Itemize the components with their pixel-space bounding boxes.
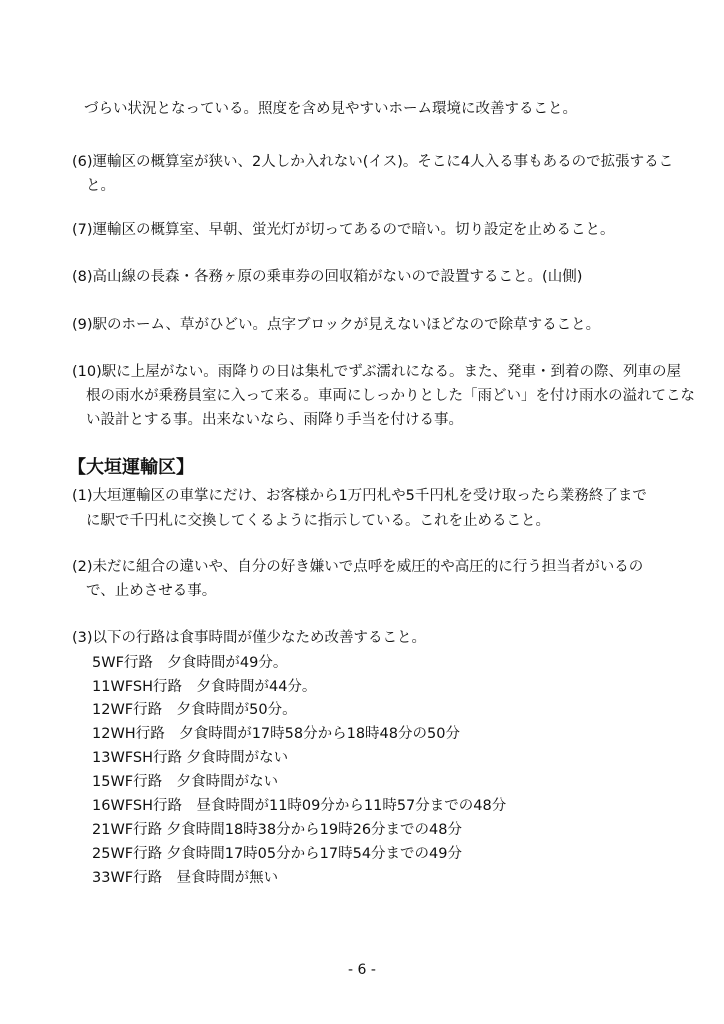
item-6-line-1: (6)運輸区の概算室が狭い、2人しか入れない(イス)。そこに4人入る事もあるので拡張するこ (72, 154, 674, 170)
item-10-line-1: (10)駅に上屋がない。雨降りの日は集札でずぶ濡れになる。また、発車・到着の際、列車の屋 (72, 364, 682, 380)
ogaki-item-1-line-1: (1)大垣運輸区の車掌にだけ、お客様から1万円札や5千円札を受け取ったら業務終了まで (72, 488, 647, 504)
route-line: 12WF行路 夕食時間が50分。 (92, 702, 297, 718)
section-heading: 【大垣運輸区】 (68, 457, 194, 478)
route-line: 13WFSH行路 夕食時間がない (92, 750, 289, 766)
route-line: 5WF行路 夕食時間が49分。 (92, 655, 288, 671)
ogaki-item-3: (3)以下の行路は食事時間が僅少なため改善すること。 (72, 630, 427, 646)
page-number: - 6 - (348, 962, 376, 978)
ogaki-item-1-line-2: に駅で千円札に交換してくるように指示している。これを止めること。 (86, 513, 550, 529)
route-line: 21WF行路 夕食時間18時38分から19時26分までの48分 (92, 822, 462, 838)
route-line: 33WF行路 昼食時間が無い (92, 870, 279, 886)
item-10-line-3: い設計とする事。出来ないなら、雨降り手当を付ける事。 (86, 412, 463, 428)
item-7: (7)運輸区の概算室、早朝、蛍光灯が切ってあるので暗い。切り設定を止めること。 (72, 222, 615, 238)
ogaki-item-2-line-1: (2)未だに組合の違いや、自分の好き嫌いで点呼を威圧的や高圧的に行う担当者がいるの (72, 559, 644, 575)
ogaki-item-2-line-2: で、止めさせる事。 (86, 583, 217, 599)
route-line: 15WF行路 夕食時間がない (92, 774, 279, 790)
route-line: 11WFSH行路 夕食時間が44分。 (92, 679, 317, 695)
item-6-line-2: と。 (86, 178, 115, 194)
route-line: 25WF行路 夕食時間17時05分から17時54分までの49分 (92, 846, 462, 862)
item-10-line-2: 根の雨水が乗務員室に入って来る。車両にしっかりとした「雨どい」を付け雨水の溢れてこな (86, 388, 695, 404)
item-8: (8)高山線の長森・各務ヶ原の乗車券の回収箱がないので設置すること。(山側) (72, 269, 583, 285)
route-line: 12WH行路 夕食時間が17時58分から18時48分の50分 (92, 726, 460, 742)
route-line: 16WFSH行路 昼食時間が11時09分から11時57分までの48分 (92, 798, 507, 814)
item-9: (9)駅のホーム、草がひどい。点字ブロックが見えないほどなので除草すること。 (72, 317, 601, 333)
text-line: づらい状況となっている。照度を含め見やすいホーム環境に改善すること。 (84, 101, 577, 117)
